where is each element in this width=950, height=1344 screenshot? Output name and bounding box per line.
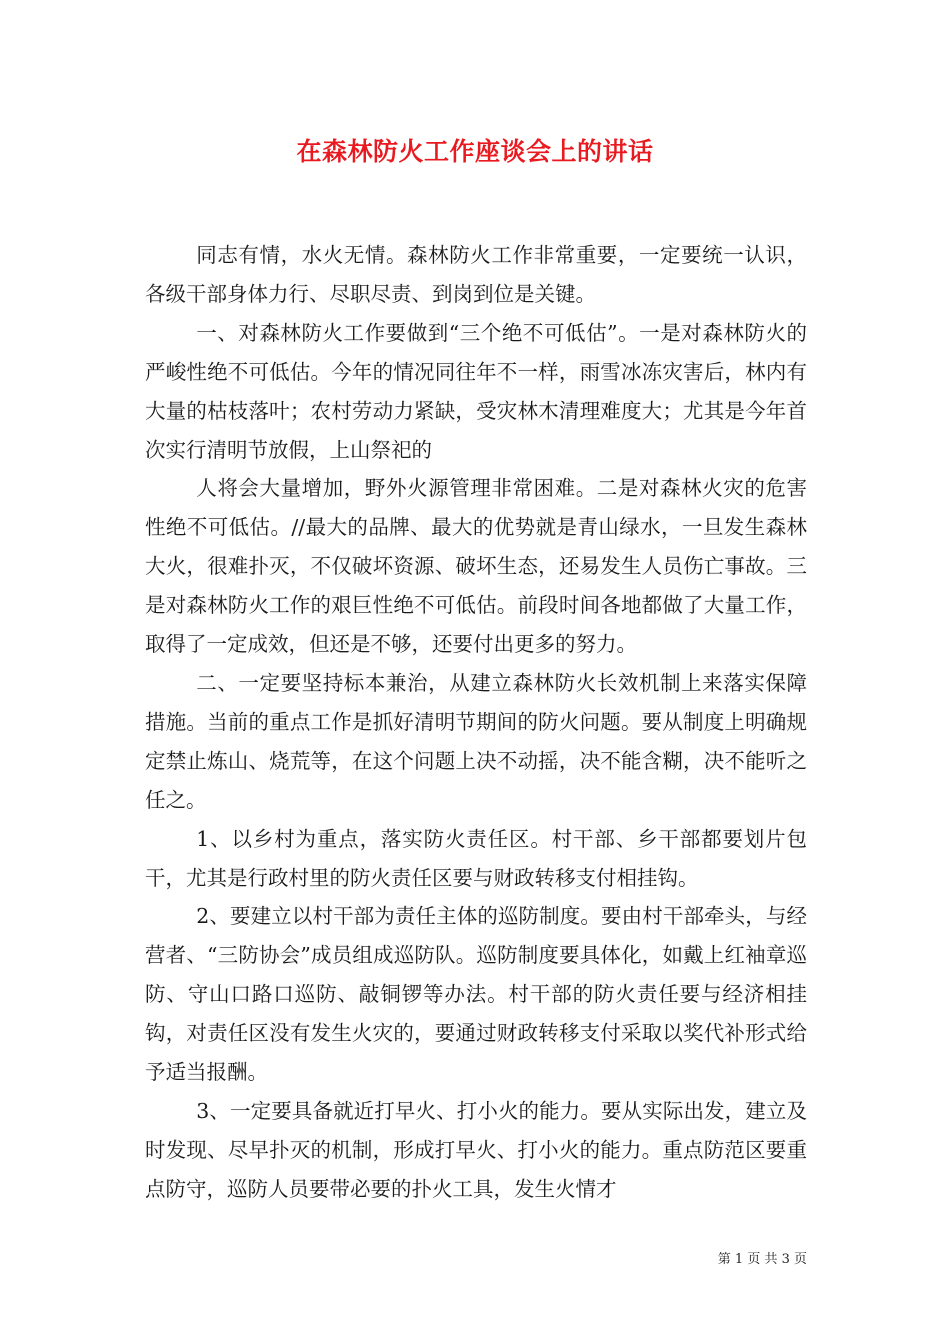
page-number-footer: 第 1 页 共 3 页 <box>717 1252 807 1267</box>
paragraph: 3、一定要具备就近打早火、打小火的能力。要从实际出发，建立及时发现、尽早扑灭的机制，形成打早火、打小火的能力。重点防范区要重点防守，巡防人员要带必要的扑火工具，发生火情才 <box>145 1098 807 1201</box>
paragraph: 人将会大量增加，野外火源管理非常困难。二是对森林火灾的危害性绝不可低估。//最大的品牌、最大的优势就是青山绿水，一旦发生森林大火，很难扑灭，不仅破坏资源、破坏生态，还易发生人员伤亡事故。三是对森林防火工作的艰巨性绝不可低估。前段时间各地都做了大量工作，取得了一定成效，但还是不够，还要付出更多的努力。 <box>145 476 807 657</box>
paragraph: 1、以乡村为重点，落实防火责任区。村干部、乡干部都要划片包干，尤其是行政村里的防火责任区要与财政转移支付相挂钩。 <box>145 826 807 890</box>
page-title: 在森林防火工作座谈会上的讲话 <box>296 137 654 166</box>
document-body <box>145 236 807 1209</box>
paragraph: 一、对森林防火工作要做到“三个绝不可低估”。一是对森林防火的严峻性绝不可低估。今年的情况同往年不一样，雨雪冰冻灾害后，林内有大量的枯枝落叶；农村劳动力紧缺，受灾林木清理难度大；尤其是今年首次实行清明节放假，上山祭祀的 <box>145 320 807 462</box>
paragraph: 同志有情，水火无情。森林防火工作非常重要，一定要统一认识，各级干部身体力行、尽职尽责、到岗到位是关键。 <box>145 243 807 306</box>
paragraph: 2、要建立以村干部为责任主体的巡防制度。要由村干部牵头，与经营者、“三防协会”成员组成巡防队。巡防制度要具体化，如戴上红袖章巡防、守山口路口巡防、敲铜锣等办法。村干部的防火责任要与经济相挂钩，对责任区没有发生火灾的，要通过财政转移支付采取以奖代补形式给予适当报酬。 <box>145 904 807 1085</box>
paragraph: 二、一定要坚持标本兼治，从建立森林防火长效机制上来落实保障措施。当前的重点工作是抓好清明节期间的防火问题。要从制度上明确规定禁止炼山、烧荒等，在这个问题上决不动摇，决不能含糊，决不能听之任之。 <box>145 670 807 812</box>
